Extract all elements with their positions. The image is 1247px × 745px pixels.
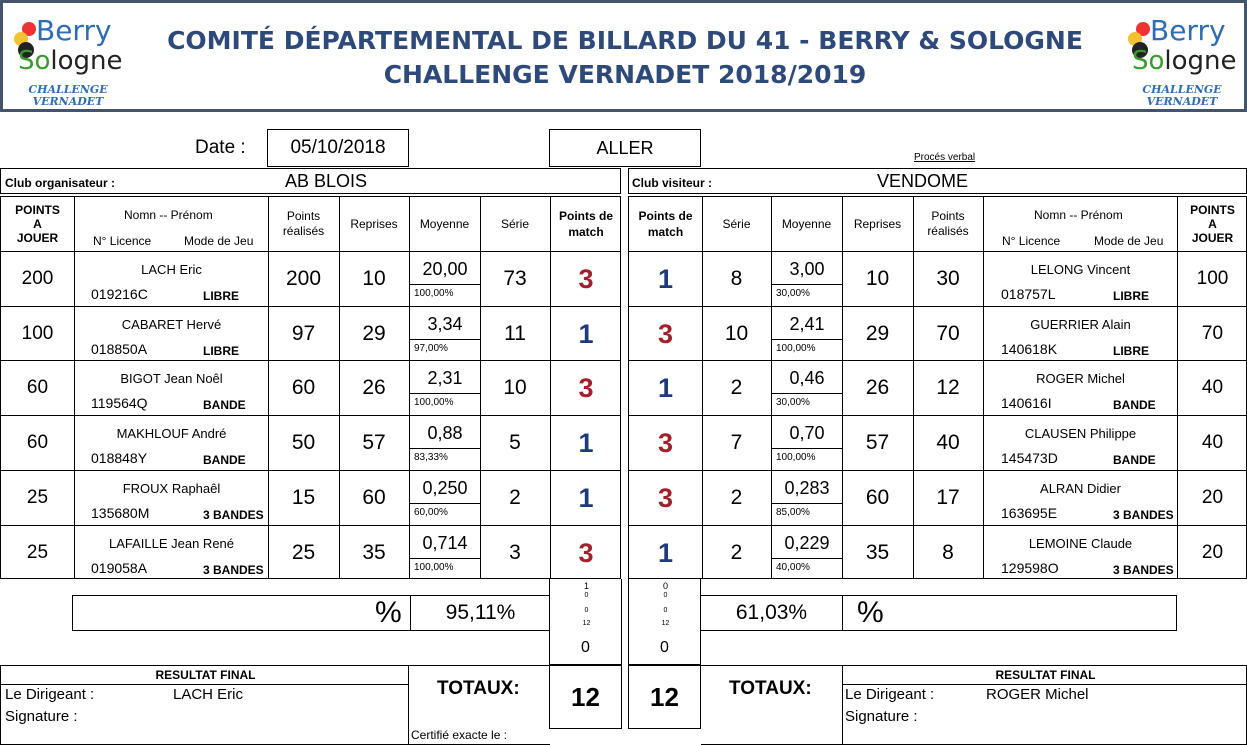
- home-moyenne-divider: [409, 284, 480, 285]
- logo-challenge-text: CHALLENGE VERNADET: [28, 83, 108, 108]
- home-pts-realises: 200: [285, 267, 322, 290]
- home-player-name: BIGOT Jean Noêl: [120, 371, 223, 386]
- away-moyenne: 0,46: [789, 367, 825, 388]
- page-subtitle: CHALLENGE VERNADET 2018/2019: [383, 60, 867, 89]
- date-field[interactable]: 05/10/2018: [267, 129, 409, 167]
- proces-verbal-link[interactable]: Procés verbal: [914, 152, 976, 163]
- home-pts-realises: 50: [291, 431, 316, 454]
- away-totaux-box: [701, 665, 842, 745]
- away-reprises: 35: [865, 541, 890, 564]
- home-club-name: AB BLOIS: [285, 171, 368, 191]
- away-club-row: [628, 168, 1247, 194]
- away-player-licence: 145473D: [1001, 450, 1058, 466]
- logo-berry-text: Berry: [1150, 14, 1226, 47]
- away-percent-total: 61,03%: [735, 601, 808, 624]
- home-moyenne-pct: 100,00%: [414, 288, 454, 299]
- home-totaux-box: [409, 665, 550, 745]
- away-pts-a-jouer: 70: [1201, 323, 1224, 344]
- home-totaux-label: TOTAUX:: [437, 678, 520, 699]
- col-serie: Série: [500, 217, 529, 231]
- home-total: 12: [549, 665, 622, 729]
- away-total: 12: [628, 665, 701, 729]
- home-serie: 73: [503, 267, 527, 290]
- home-moyenne-divider: [409, 393, 480, 394]
- away-moyenne-divider: [771, 558, 842, 559]
- away-player-name: ROGER Michel: [1036, 371, 1125, 386]
- away-reprises: 60: [865, 486, 890, 509]
- home-percent-total: 95,11%: [445, 601, 516, 624]
- home-pts-a-jouer: 25: [26, 542, 49, 563]
- away-moyenne-pct: 40,00%: [776, 562, 810, 573]
- col-reprises: Reprises: [350, 217, 398, 231]
- col-points-match: Points de match: [558, 209, 613, 239]
- away-zero: 0: [628, 631, 701, 665]
- home-dirigeant-name: LACH Eric: [173, 686, 244, 703]
- away-totaux-label: TOTAUX:: [729, 678, 812, 699]
- col-nom-prenom: Nomn -- Prénom: [124, 208, 213, 222]
- away-pts-a-jouer: 40: [1201, 432, 1224, 453]
- away-moyenne-pct: 30,00%: [776, 288, 810, 299]
- home-pts-realises: 60: [291, 376, 316, 399]
- away-moyenne: 0,229: [784, 532, 830, 553]
- away-resultat-final: RESULTAT FINAL: [995, 668, 1096, 682]
- leg-field: ALLER: [549, 129, 701, 167]
- away-pts-realises: 17: [936, 486, 960, 509]
- home-moyenne-divider: [409, 448, 480, 449]
- away-reprises: 10: [865, 267, 890, 290]
- col-moyenne: Moyenne: [781, 217, 832, 231]
- home-reprises: 29: [362, 322, 386, 345]
- home-moyenne: 20,00: [422, 258, 468, 279]
- col-points-realises: Points réalisés: [282, 209, 325, 238]
- home-signature-label: Signature :: [5, 708, 78, 725]
- home-player-mode: BANDE: [203, 453, 246, 467]
- header-banner: [0, 0, 1247, 112]
- away-small-counts: 0 0 0 12: [628, 579, 701, 631]
- away-serie: 8: [730, 267, 743, 290]
- away-signature-label: Signature :: [845, 708, 918, 725]
- home-moyenne-pct: 100,00%: [414, 562, 454, 573]
- away-serie: 2: [730, 541, 743, 564]
- away-serie: 2: [730, 486, 743, 509]
- home-player-name: LACH Eric: [141, 262, 202, 277]
- home-reprises: 10: [362, 267, 386, 290]
- home-player-licence: 018848Y: [91, 450, 148, 466]
- col-points-a-jouer: POINTS A JOUER: [15, 203, 60, 245]
- home-pts-match: 3: [578, 537, 594, 568]
- col-points-a-jouer: POINTS A JOUER: [1190, 203, 1235, 245]
- home-pts-a-jouer: 200: [21, 268, 54, 289]
- away-moyenne-divider: [771, 503, 842, 504]
- away-dirigeant-name: ROGER Michel: [986, 686, 1089, 703]
- home-player-name: CABARET Hervé: [121, 317, 222, 332]
- away-player-mode: 3 BANDES: [1113, 508, 1174, 522]
- col-points-match: Points de match: [638, 209, 693, 239]
- logo-berry-text: Berry: [36, 14, 112, 47]
- home-pts-realises: 15: [291, 486, 316, 509]
- logo-challenge-text: CHALLENGE VERNADET: [1142, 83, 1222, 108]
- certifie-label: Certifié exacte le :: [411, 728, 508, 742]
- away-serie: 2: [730, 376, 743, 399]
- home-pts-match: 3: [578, 263, 594, 294]
- home-moyenne-divider: [409, 558, 480, 559]
- away-pts-a-jouer: 20: [1201, 542, 1224, 563]
- home-player-licence: 119564Q: [91, 395, 148, 411]
- home-player-mode: LIBRE: [203, 344, 239, 358]
- away-player-name: CLAUSEN Philippe: [1024, 426, 1137, 441]
- home-reprises: 26: [362, 376, 386, 399]
- home-serie: 3: [509, 541, 521, 564]
- home-reprises: 35: [362, 541, 386, 564]
- col-licence: N° Licence: [93, 234, 152, 248]
- away-moyenne-pct: 85,00%: [776, 507, 810, 518]
- home-pts-match: 3: [578, 372, 594, 403]
- home-pts-a-jouer: 60: [26, 377, 49, 398]
- home-moyenne-pct: 100,00%: [414, 397, 454, 408]
- away-player-name: GUERRIER Alain: [1030, 317, 1131, 332]
- away-pts-realises: 40: [936, 431, 960, 454]
- away-pts-a-jouer: 40: [1201, 377, 1224, 398]
- away-dirigeant-label: Le Dirigeant :: [845, 686, 935, 703]
- col-nom-prenom: Nomn -- Prénom: [1034, 208, 1123, 222]
- home-moyenne-pct: 83,33%: [414, 452, 448, 463]
- home-player-licence: 019216C: [91, 286, 148, 302]
- away-moyenne-divider: [771, 448, 842, 449]
- away-pts-realises: 8: [942, 541, 954, 564]
- away-serie: 10: [724, 322, 749, 345]
- home-moyenne-divider: [409, 503, 480, 504]
- away-player-name: LEMOINE Claude: [1028, 536, 1133, 551]
- away-moyenne: 2,41: [789, 313, 825, 334]
- logo-sologne-text: Sologne: [18, 46, 123, 76]
- away-pts-match: 3: [657, 427, 674, 458]
- home-serie: 5: [509, 431, 521, 454]
- col-serie: Série: [722, 217, 751, 231]
- away-club-name: VENDOME: [877, 171, 969, 191]
- page-title: COMITÉ DÉPARTEMENTAL DE BILLARD DU 41 - BERRY & SOLOGNE: [167, 26, 1083, 55]
- home-pts-match: 1: [578, 318, 594, 349]
- away-serie: 7: [730, 431, 743, 454]
- away-pts-a-jouer: 20: [1201, 487, 1224, 508]
- home-pts-match: 1: [578, 427, 594, 458]
- home-pts-a-jouer: 100: [21, 323, 54, 344]
- away-moyenne-pct: 100,00%: [776, 452, 816, 463]
- away-player-licence: 140618K: [1001, 341, 1058, 357]
- logo-sologne-text: Sologne: [1132, 46, 1237, 76]
- away-resultat-box: [842, 665, 1247, 745]
- home-percent-row: [72, 595, 550, 631]
- home-resultat-final: RESULTAT FINAL: [155, 668, 256, 682]
- col-moyenne: Moyenne: [419, 217, 470, 231]
- home-player-mode: 3 BANDES: [203, 508, 264, 522]
- away-reprises: 57: [865, 431, 890, 454]
- home-player-licence: 018850A: [91, 341, 148, 357]
- home-serie: 11: [504, 322, 526, 345]
- away-moyenne: 3,00: [789, 258, 825, 279]
- away-pts-match: 1: [657, 537, 674, 568]
- col-reprises: Reprises: [853, 217, 902, 231]
- away-player-licence: 129598O: [1001, 560, 1059, 576]
- away-pts-match: 1: [657, 263, 674, 294]
- home-player-licence: 019058A: [91, 560, 148, 576]
- away-player-name: LELONG Vincent: [1030, 262, 1131, 277]
- away-player-licence: 140616I: [1001, 395, 1052, 411]
- home-moyenne-divider: [409, 339, 480, 340]
- away-moyenne: 0,283: [784, 477, 830, 498]
- home-pts-realises: 97: [291, 322, 316, 345]
- home-player-mode: BANDE: [203, 398, 246, 412]
- away-reprises: 29: [865, 322, 890, 345]
- home-club-row: [0, 168, 621, 194]
- away-pts-realises: 30: [936, 267, 960, 290]
- home-table: [0, 196, 621, 579]
- home-pts-a-jouer: 60: [26, 432, 49, 453]
- home-player-name: FROUX Raphaêl: [122, 481, 221, 496]
- away-pts-match: 3: [657, 318, 674, 349]
- away-moyenne-pct: 30,00%: [776, 397, 810, 408]
- home-pts-match: 1: [578, 482, 594, 513]
- col-mode: Mode de Jeu: [1094, 234, 1164, 248]
- home-player-licence: 135680M: [91, 505, 150, 521]
- home-moyenne: 3,34: [427, 313, 463, 334]
- home-moyenne: 0,88: [427, 422, 463, 443]
- away-player-mode: BANDE: [1113, 453, 1156, 467]
- away-moyenne: 0,70: [789, 422, 825, 443]
- col-mode: Mode de Jeu: [184, 234, 254, 248]
- home-moyenne: 0,250: [422, 477, 468, 498]
- home-dirigeant-label: Le Dirigeant :: [5, 686, 95, 703]
- away-club-label: Club visiteur :: [632, 176, 713, 190]
- away-pts-realises: 12: [936, 376, 960, 399]
- home-club-label: Club organisateur :: [5, 176, 116, 190]
- home-player-mode: LIBRE: [203, 289, 239, 303]
- home-pts-a-jouer: 25: [26, 487, 49, 508]
- home-moyenne-pct: 97,00%: [414, 343, 448, 354]
- away-player-licence: 018757L: [1001, 286, 1056, 302]
- home-moyenne: 2,31: [427, 367, 463, 388]
- home-pts-realises: 25: [291, 541, 316, 564]
- away-player-mode: LIBRE: [1113, 289, 1149, 303]
- away-table: [628, 196, 1247, 579]
- home-reprises: 60: [362, 486, 386, 509]
- away-moyenne-pct: 100,00%: [776, 343, 816, 354]
- home-moyenne: 0,714: [422, 532, 468, 553]
- away-player-licence: 163695E: [1001, 505, 1058, 521]
- home-player-name: MAKHLOUF André: [116, 426, 227, 441]
- logo-left: [8, 6, 128, 106]
- away-player-mode: BANDE: [1113, 398, 1156, 412]
- away-moyenne-divider: [771, 393, 842, 394]
- home-small-counts: 1 0 0 12: [549, 579, 622, 631]
- away-moyenne-divider: [771, 284, 842, 285]
- away-percent-row: [700, 595, 1177, 631]
- col-licence: N° Licence: [1002, 234, 1061, 248]
- home-reprises: 57: [362, 431, 386, 454]
- away-pts-match: 1: [657, 372, 674, 403]
- away-pts-match: 3: [657, 482, 674, 513]
- away-player-mode: LIBRE: [1113, 344, 1149, 358]
- logo-right: [1122, 6, 1242, 106]
- home-percent-symbol: %: [375, 596, 402, 629]
- home-resultat-box: [0, 665, 409, 745]
- home-player-name: LAFAILLE Jean René: [108, 536, 235, 551]
- away-player-name: ALRAN Didier: [1040, 481, 1121, 496]
- home-player-mode: 3 BANDES: [203, 563, 264, 577]
- away-player-mode: 3 BANDES: [1113, 563, 1174, 577]
- date-label: Date :: [195, 137, 246, 158]
- away-moyenne-divider: [771, 339, 842, 340]
- home-moyenne-pct: 60,00%: [414, 507, 448, 518]
- home-zero: 0: [549, 631, 622, 665]
- away-reprises: 26: [865, 376, 890, 399]
- home-serie: 10: [503, 376, 527, 399]
- home-serie: 2: [509, 486, 521, 509]
- away-pts-realises: 70: [936, 322, 960, 345]
- away-pts-a-jouer: 100: [1196, 268, 1229, 289]
- away-percent-symbol: %: [857, 596, 884, 629]
- col-points-realises: Points réalisés: [927, 209, 969, 238]
